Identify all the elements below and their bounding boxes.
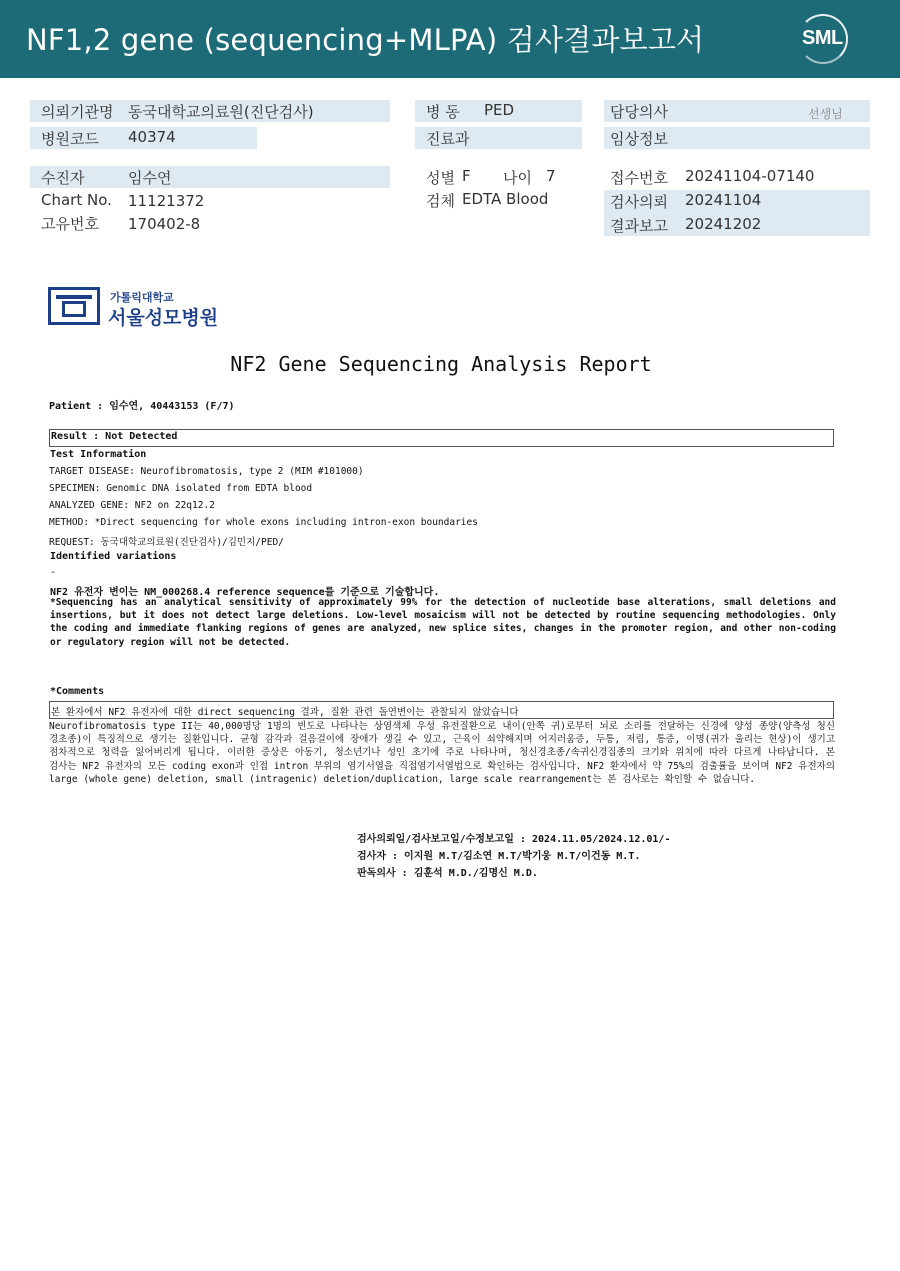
report-date-value: 20241202 (685, 215, 762, 233)
comment-body: Neurofibromatosis type II는 40,000명당 1명의 빈도로 나타나는 상염색체 우성 유전질환으로 내이(안쪽 귀)로부터 뇌로 소리를 전달하는 신경에 양성 종양(양측성 청신경초종)이 특징적으로 생기는 질환입니다. 균형 감각과 걸음걸이에 장애가 생길 수 있고, 근육이 쇠약해지며 어지러움증, 두통, 저림, 통증, 이명(귀가 울리는 현상)이 생기고 점차적으로 청력을 잃어버리게 됩니다. 이러한 증상은 아동기, 청소년기나 성인 초기에 주로 나타나며, 청신경초종/속귀신경집종의 크기와 위치에 따라 다르게 나타납니다. 본 검사는 NF2 유전자의 모든 coding exon과 인접 intron 부위의 염기서열을 직접염기서열법으로 확인하는 검사입니다. NF2 환자에서 약 75%의 검출률을 보이며 NF2 유전자의 large (whole gene) deletion, small (intragenic) deletion/duplication, large scale rearrangement는 본 검사로는 확인할 수 없습니다. (49, 721, 835, 785)
hospital-code-value: 40374 (128, 128, 176, 146)
ward-label: 병 동 (426, 103, 460, 121)
method-line: METHOD: *Direct sequencing for whole exons including intron-exon boundaries (49, 517, 478, 528)
readers-line: 판독의사 : 김훈석 M.D./김명신 M.D. (357, 868, 538, 879)
request-line: REQUEST: 동국대학교의료원(진단검사)/김민지/PED/ (49, 537, 284, 548)
result-text: Result : Not Detected (51, 431, 178, 442)
reference-note: NF2 유전자 변이는 NM_000268.4 reference sequence를 기준으로 기술합니다. (50, 587, 440, 598)
unique-value: 170402-8 (128, 215, 201, 233)
target-disease: TARGET DISEASE: Neurofibromatosis, type 2 (MIM #101000) (49, 466, 364, 477)
chart-label: Chart No. (41, 191, 112, 209)
patient-label: 수진자 (41, 169, 85, 187)
logo-text: SML (802, 27, 843, 49)
institution-label: 의뢰기관명 (41, 103, 114, 121)
report-title: NF2 Gene Sequencing Analysis Report (230, 352, 652, 376)
specimen-label: 검체 (426, 192, 455, 210)
identified-value: - (50, 567, 57, 578)
patient-line: Patient : 임수연, 40443153 (F/7) (49, 401, 235, 412)
hospital-emblem-icon (48, 287, 104, 327)
chart-value: 11121372 (128, 192, 205, 210)
doctor-label: 담당의사 (610, 103, 668, 121)
report-header-title: NF1,2 gene (sequencing+MLPA) 검사결과보고서 (26, 23, 705, 57)
reception-label: 접수번호 (610, 169, 668, 187)
unique-label: 고유번호 (41, 215, 99, 233)
specimen-line: SPECIMEN: Genomic DNA isolated from EDTA blood (49, 483, 313, 494)
test-info-heading: Test Information (50, 449, 147, 460)
institution-value: 동국대학교의료원(진단검사) (128, 103, 314, 121)
comment-box-text: 본 환자에서 NF2 유전자에 대한 direct sequencing 결과, 질환 관련 돌연변이는 관찰되지 않았습니다 (51, 707, 519, 718)
sensitivity-note: *Sequencing has an analytical sensitivity of approximately 99% for the detection of nucleotide base alterations, small deletions and insertions, but it does not detect large deletions. Low-level mosaicism will not be detected by routine sequencing methodologies. Only the coding and immediate flanking regions of genes are analyzed, new splice sites, changes in the promoter region, and other non-coding or regulatory region will not be detected. (50, 597, 836, 648)
doctor-value: 선생님 (808, 107, 843, 121)
analyzed-gene: ANALYZED GENE: NF2 on 22q12.2 (49, 500, 215, 511)
specimen-value: EDTA Blood (462, 190, 549, 208)
request-date-label: 검사의뢰 (610, 193, 668, 211)
hospital-name-small: 가톨릭대학교 (110, 291, 174, 304)
request-date-value: 20241104 (685, 191, 762, 209)
patient-value: 임수연 (128, 169, 172, 187)
age-label: 나이 (503, 169, 532, 187)
dates-line: 검사의뢰일/검사보고일/수정보고일 : 2024.11.05/2024.12.01/- (357, 834, 671, 845)
sml-logo (798, 14, 852, 64)
department-label: 진료과 (426, 130, 470, 148)
clinical-info-label: 임상정보 (610, 130, 668, 148)
hospital-code-label: 병원코드 (41, 130, 99, 148)
examiners-line: 검사자 : 이지원 M.T/김소연 M.T/박기웅 M.T/이건동 M.T. (357, 851, 641, 862)
age-value: 7 (546, 167, 556, 185)
reception-value: 20241104-07140 (685, 167, 815, 185)
hospital-name-large: 서울성모병원 (108, 307, 219, 329)
header-band (0, 0, 900, 78)
sex-label: 성별 (426, 169, 455, 187)
comments-heading: *Comments (50, 686, 105, 697)
report-date-label: 결과보고 (610, 217, 668, 235)
sex-value: F (462, 167, 471, 185)
identified-heading: Identified variations (50, 551, 177, 562)
ward-value: PED (484, 101, 515, 119)
